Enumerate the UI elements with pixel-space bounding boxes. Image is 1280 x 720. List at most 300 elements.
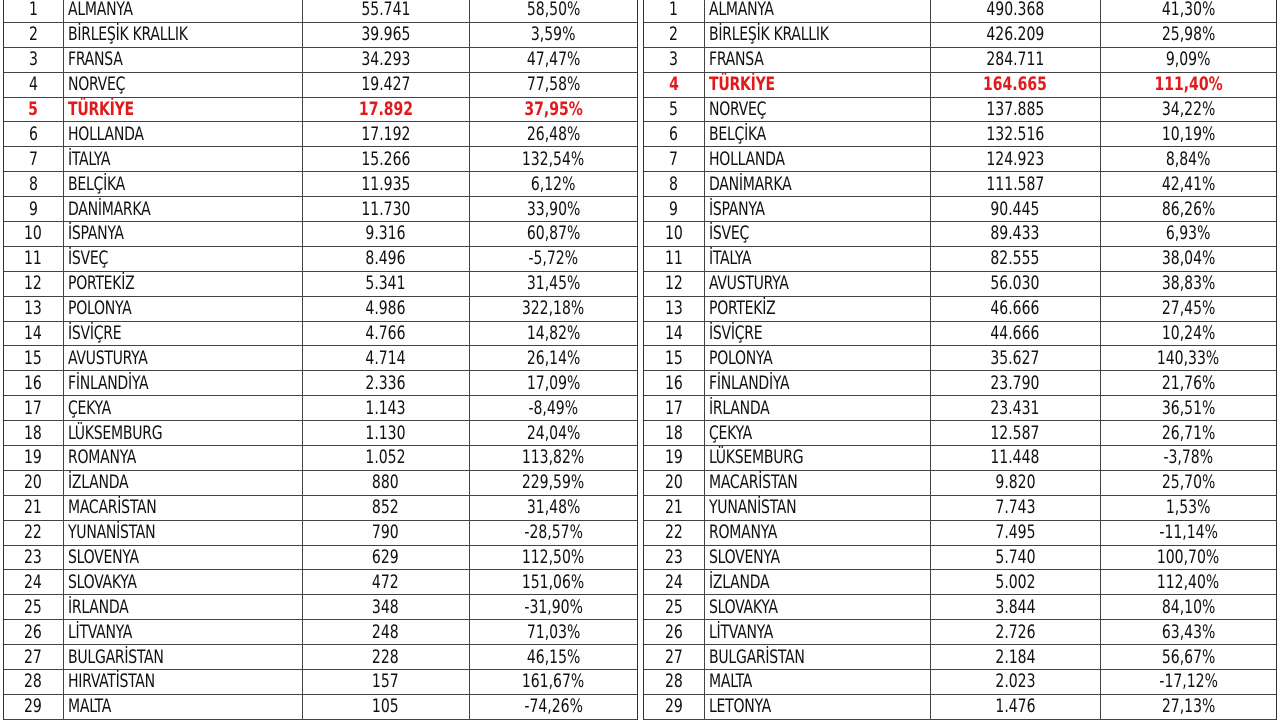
country-name-text: MACARİSTAN [708, 471, 798, 494]
change-percent-cell [469, 72, 637, 97]
value-cell [930, 147, 1100, 172]
table-row [4, 72, 637, 97]
change-percent-text: 63,43% [1161, 620, 1215, 643]
rank-text: 4 [28, 73, 38, 96]
rank-text: 7 [669, 147, 679, 170]
value-cell [930, 72, 1100, 97]
change-percent-cell [1100, 122, 1276, 147]
change-percent-text: 33,90% [526, 197, 580, 220]
country-name-cell [63, 495, 302, 520]
value-cell [930, 246, 1100, 271]
change-percent-text: 38,04% [1161, 247, 1215, 270]
rank-cell [4, 620, 63, 645]
change-percent-text: 112,50% [522, 546, 585, 569]
value-text: 90.445 [990, 197, 1040, 220]
value-text: 137.885 [986, 98, 1044, 120]
country-name-cell [63, 72, 302, 97]
rank-cell [644, 321, 704, 346]
change-percent-text: 41,30% [1161, 0, 1215, 21]
change-percent-text: 34,22% [1161, 98, 1215, 120]
table-row [644, 495, 1276, 520]
change-percent-text: 100,70% [1157, 546, 1220, 569]
country-name-text: FİNLANDİYA [67, 371, 148, 394]
country-name-text: HOLLANDA [67, 122, 144, 145]
value-cell [302, 620, 469, 645]
country-name-text: İSVİÇRE [708, 322, 762, 345]
value-text: 15.266 [360, 147, 411, 170]
table-row [644, 371, 1276, 396]
left-ranking-table [3, 0, 638, 720]
value-text: 852 [372, 496, 399, 519]
country-name-text: SLOVENYA [67, 546, 139, 569]
value-cell [930, 321, 1100, 346]
rank-cell [4, 97, 63, 122]
country-name-cell [63, 520, 302, 545]
table-row [4, 446, 637, 471]
country-name-cell [63, 645, 302, 670]
value-cell [302, 197, 469, 222]
change-percent-cell [469, 271, 637, 296]
country-name-text: HIRVATİSTAN [67, 670, 155, 693]
rank-cell [4, 147, 63, 172]
rank-cell [4, 570, 63, 595]
rank-text: 16 [664, 371, 683, 394]
rank-text: 21 [24, 496, 43, 519]
country-name-cell [63, 570, 302, 595]
country-name-cell [704, 545, 930, 570]
change-percent-text: 140,33% [1157, 346, 1220, 369]
change-percent-text: 36,51% [1161, 396, 1215, 419]
country-name-text: DANİMARKA [708, 172, 791, 195]
value-cell [930, 645, 1100, 670]
rank-text: 19 [664, 446, 683, 469]
rank-cell [644, 620, 704, 645]
value-cell [930, 595, 1100, 620]
change-percent-cell [469, 670, 637, 695]
rank-cell [644, 197, 704, 222]
table-row [644, 271, 1276, 296]
value-cell [302, 446, 469, 471]
value-cell [930, 47, 1100, 72]
country-name-cell [704, 495, 930, 520]
value-cell [302, 520, 469, 545]
change-percent-cell [469, 545, 637, 570]
table-row [644, 670, 1276, 695]
change-percent-text: 71,03% [526, 620, 580, 643]
change-percent-text: 6,93% [1165, 222, 1211, 245]
table-row [4, 0, 637, 22]
value-cell [302, 570, 469, 595]
value-text: 8.496 [365, 247, 406, 270]
change-percent-cell [1100, 371, 1276, 396]
change-percent-text: 58,50% [526, 0, 580, 21]
rank-text: 10 [664, 222, 683, 245]
table-row [644, 645, 1276, 670]
rank-cell [4, 197, 63, 222]
rank-cell [644, 495, 704, 520]
value-cell [302, 246, 469, 271]
rank-cell [4, 0, 63, 22]
country-name-cell [63, 371, 302, 396]
change-percent-cell [1100, 545, 1276, 570]
value-text: 472 [372, 570, 399, 593]
country-name-cell [704, 570, 930, 595]
country-name-text: YUNANİSTAN [67, 521, 155, 544]
table-row [4, 172, 637, 197]
rank-cell [4, 296, 63, 321]
change-percent-cell [1100, 271, 1276, 296]
rank-cell [644, 421, 704, 446]
table-row [644, 122, 1276, 147]
table-row [4, 296, 637, 321]
value-cell [302, 346, 469, 371]
country-name-text: LÜKSEMBURG [67, 421, 162, 444]
table-row [644, 620, 1276, 645]
rank-text: 4 [668, 73, 679, 96]
table-row [644, 694, 1276, 719]
value-text: 4.766 [365, 322, 406, 345]
rank-text: 5 [669, 98, 679, 120]
value-cell [930, 470, 1100, 495]
change-percent-text: 6,12% [530, 172, 576, 195]
country-name-cell [63, 595, 302, 620]
country-name-cell [63, 694, 302, 719]
change-percent-text: 8,84% [1165, 147, 1211, 170]
change-percent-text: 111,40% [1154, 73, 1223, 96]
rank-text: 9 [669, 197, 679, 220]
rank-text: 20 [24, 471, 43, 494]
change-percent-text: 77,58% [526, 73, 580, 96]
rank-text: 23 [664, 546, 683, 569]
change-percent-text: 17,09% [526, 371, 580, 394]
country-name-text: BULGARİSTAN [67, 645, 164, 668]
rank-cell [4, 22, 63, 47]
country-name-cell [704, 595, 930, 620]
rank-cell [4, 122, 63, 147]
value-text: 35.627 [990, 346, 1040, 369]
country-name-cell [63, 296, 302, 321]
change-percent-cell [469, 620, 637, 645]
country-name-cell [63, 446, 302, 471]
country-name-text: DANİMARKA [67, 197, 150, 220]
rank-text: 24 [24, 570, 43, 593]
change-percent-text: 25,70% [1161, 471, 1215, 494]
value-cell [302, 0, 469, 22]
country-name-cell [63, 545, 302, 570]
country-name-text: POLONYA [67, 297, 131, 320]
value-cell [302, 296, 469, 321]
change-percent-text: 229,59% [522, 471, 585, 494]
change-percent-text: 26,48% [526, 122, 580, 145]
change-percent-cell [1100, 520, 1276, 545]
table-row [644, 321, 1276, 346]
value-text: 44.666 [990, 322, 1040, 345]
value-text: 426.209 [986, 23, 1044, 46]
value-text: 11.935 [360, 172, 411, 195]
value-cell [930, 670, 1100, 695]
country-name-text: TÜRKİYE [67, 98, 134, 120]
rank-cell [644, 22, 704, 47]
rank-text: 26 [24, 620, 43, 643]
table-row [4, 545, 637, 570]
change-percent-text: 25,98% [1161, 23, 1215, 46]
rank-cell [644, 545, 704, 570]
country-name-cell [63, 421, 302, 446]
value-text: 12.587 [990, 421, 1040, 444]
value-cell [302, 595, 469, 620]
country-name-text: İSVEÇ [67, 247, 108, 270]
change-percent-text: 84,10% [1161, 595, 1215, 618]
rank-cell [4, 694, 63, 719]
rank-cell [4, 271, 63, 296]
table-row [644, 97, 1276, 122]
country-name-text: PORTEKİZ [708, 297, 775, 320]
rank-text: 8 [669, 172, 679, 195]
table-row [4, 470, 637, 495]
country-name-text: SLOVENYA [708, 546, 780, 569]
country-name-cell [704, 371, 930, 396]
rank-text: 2 [28, 23, 38, 46]
change-percent-text: 9,09% [1165, 48, 1211, 71]
rank-cell [644, 246, 704, 271]
rank-text: 14 [24, 322, 43, 345]
value-text: 284.711 [986, 48, 1044, 71]
country-name-text: ÇEKYA [708, 421, 752, 444]
rank-cell [644, 570, 704, 595]
rank-cell [4, 246, 63, 271]
country-name-text: FİNLANDİYA [708, 371, 789, 394]
value-cell [930, 520, 1100, 545]
value-text: 4.714 [365, 346, 406, 369]
rank-text: 17 [664, 396, 683, 419]
change-percent-cell [469, 321, 637, 346]
country-name-cell [63, 396, 302, 421]
rank-text: 24 [664, 570, 683, 593]
value-cell [302, 421, 469, 446]
table-row [4, 620, 637, 645]
change-percent-cell [469, 645, 637, 670]
rank-cell [644, 47, 704, 72]
change-percent-text: 1,53% [1165, 496, 1211, 519]
country-name-cell [704, 421, 930, 446]
change-percent-text: 322,18% [522, 297, 585, 320]
country-name-text: ALMANYA [67, 0, 133, 21]
country-name-cell [63, 22, 302, 47]
change-percent-cell [469, 22, 637, 47]
change-percent-cell [1100, 246, 1276, 271]
country-name-cell [63, 97, 302, 122]
change-percent-text: 60,87% [526, 222, 580, 245]
table-row [4, 520, 637, 545]
change-percent-text: 24,04% [526, 421, 580, 444]
left-table-body [4, 0, 637, 719]
change-percent-cell [1100, 446, 1276, 471]
table-row [644, 396, 1276, 421]
country-name-cell [704, 197, 930, 222]
rank-text: 22 [24, 521, 43, 544]
rank-text: 29 [24, 695, 43, 718]
change-percent-text: 86,26% [1161, 197, 1215, 220]
value-text: 11.730 [360, 197, 411, 220]
table-row [4, 222, 637, 247]
table-row [4, 645, 637, 670]
rank-text: 13 [664, 297, 683, 320]
table-row [644, 22, 1276, 47]
change-percent-text: 161,67% [522, 670, 585, 693]
country-name-text: ROMANYA [708, 521, 777, 544]
country-name-text: İZLANDA [708, 570, 769, 593]
change-percent-cell [469, 570, 637, 595]
rank-text: 12 [664, 272, 683, 295]
change-percent-cell [1100, 694, 1276, 719]
country-name-text: SLOVAKYA [67, 570, 137, 593]
value-cell [930, 122, 1100, 147]
change-percent-text: 47,47% [526, 48, 580, 71]
change-percent-cell [1100, 421, 1276, 446]
table-row [644, 470, 1276, 495]
change-percent-text: 42,41% [1161, 172, 1215, 195]
rank-cell [644, 520, 704, 545]
country-name-cell [63, 222, 302, 247]
rank-cell [4, 72, 63, 97]
country-name-cell [704, 470, 930, 495]
country-name-cell [63, 620, 302, 645]
change-percent-cell [1100, 396, 1276, 421]
value-cell [302, 122, 469, 147]
value-text: 1.476 [994, 695, 1036, 718]
country-name-cell [704, 47, 930, 72]
right-table-body [644, 0, 1276, 719]
value-cell [930, 446, 1100, 471]
rank-cell [644, 470, 704, 495]
country-name-text: PORTEKİZ [67, 272, 134, 295]
value-text: 2.336 [365, 371, 406, 394]
value-cell [930, 396, 1100, 421]
country-name-text: İSPANYA [67, 222, 124, 245]
rank-text: 20 [664, 471, 683, 494]
rank-text: 25 [664, 595, 683, 618]
value-text: 1.130 [365, 421, 406, 444]
change-percent-text: 31,45% [526, 272, 580, 295]
rank-text: 25 [24, 595, 43, 618]
change-percent-cell [469, 147, 637, 172]
change-percent-cell [469, 47, 637, 72]
value-cell [302, 47, 469, 72]
change-percent-cell [469, 222, 637, 247]
table-row [4, 321, 637, 346]
value-cell [930, 172, 1100, 197]
table-row [644, 197, 1276, 222]
change-percent-cell [469, 446, 637, 471]
rank-text: 3 [669, 48, 679, 71]
value-cell [302, 670, 469, 695]
table-row [644, 545, 1276, 570]
value-cell [302, 694, 469, 719]
change-percent-cell [1100, 495, 1276, 520]
right-ranking-table [643, 0, 1277, 720]
value-text: 2.023 [994, 670, 1036, 693]
value-cell [930, 0, 1100, 22]
country-name-cell [704, 620, 930, 645]
rank-text: 1 [669, 0, 679, 21]
rank-cell [644, 72, 704, 97]
change-percent-cell [1100, 197, 1276, 222]
rank-cell [644, 122, 704, 147]
change-percent-text: -31,90% [523, 595, 583, 618]
change-percent-cell [1100, 570, 1276, 595]
rank-text: 1 [28, 0, 38, 21]
rank-cell [644, 346, 704, 371]
country-name-cell [704, 346, 930, 371]
country-name-text: MALTA [67, 695, 111, 718]
country-name-text: AVUSTURYA [708, 272, 789, 295]
value-cell [302, 396, 469, 421]
country-name-cell [704, 645, 930, 670]
value-text: 9.820 [994, 471, 1036, 494]
rank-text: 19 [24, 446, 43, 469]
country-name-cell [63, 122, 302, 147]
change-percent-text: 10,24% [1161, 322, 1215, 345]
change-percent-cell [469, 421, 637, 446]
rank-text: 5 [28, 98, 39, 120]
change-percent-text: 14,82% [526, 322, 580, 345]
change-percent-cell [469, 122, 637, 147]
value-cell [930, 371, 1100, 396]
change-percent-cell [469, 470, 637, 495]
country-name-cell [63, 271, 302, 296]
value-text: 629 [372, 546, 399, 569]
country-name-cell [704, 122, 930, 147]
rank-cell [4, 172, 63, 197]
value-text: 3.844 [994, 595, 1036, 618]
change-percent-cell [469, 197, 637, 222]
value-text: 1.052 [365, 446, 406, 469]
rank-text: 27 [664, 645, 683, 668]
country-name-text: ÇEKYA [67, 396, 111, 419]
country-name-cell [63, 670, 302, 695]
change-percent-cell [469, 396, 637, 421]
change-percent-text: 27,13% [1161, 695, 1215, 718]
table-row [644, 147, 1276, 172]
value-cell [302, 147, 469, 172]
change-percent-cell [469, 595, 637, 620]
value-text: 46.666 [990, 297, 1040, 320]
table-row [644, 346, 1276, 371]
change-percent-text: -74,26% [523, 695, 583, 718]
change-percent-cell [1100, 645, 1276, 670]
change-percent-cell [469, 371, 637, 396]
rank-cell [4, 520, 63, 545]
rank-cell [4, 595, 63, 620]
country-name-cell [704, 147, 930, 172]
change-percent-cell [1100, 147, 1276, 172]
rank-text: 14 [664, 322, 683, 345]
country-name-cell [63, 346, 302, 371]
rank-text: 3 [28, 48, 38, 71]
change-percent-cell [1100, 97, 1276, 122]
country-name-cell [704, 670, 930, 695]
value-cell [302, 271, 469, 296]
change-percent-text: 3,59% [530, 23, 576, 46]
country-name-text: ALMANYA [708, 0, 774, 21]
change-percent-cell [1100, 222, 1276, 247]
country-name-text: LİTVANYA [708, 620, 773, 643]
table-row [4, 246, 637, 271]
change-percent-cell [469, 694, 637, 719]
country-name-cell [704, 97, 930, 122]
change-percent-cell [1100, 296, 1276, 321]
change-percent-text: -5,72% [528, 247, 579, 270]
